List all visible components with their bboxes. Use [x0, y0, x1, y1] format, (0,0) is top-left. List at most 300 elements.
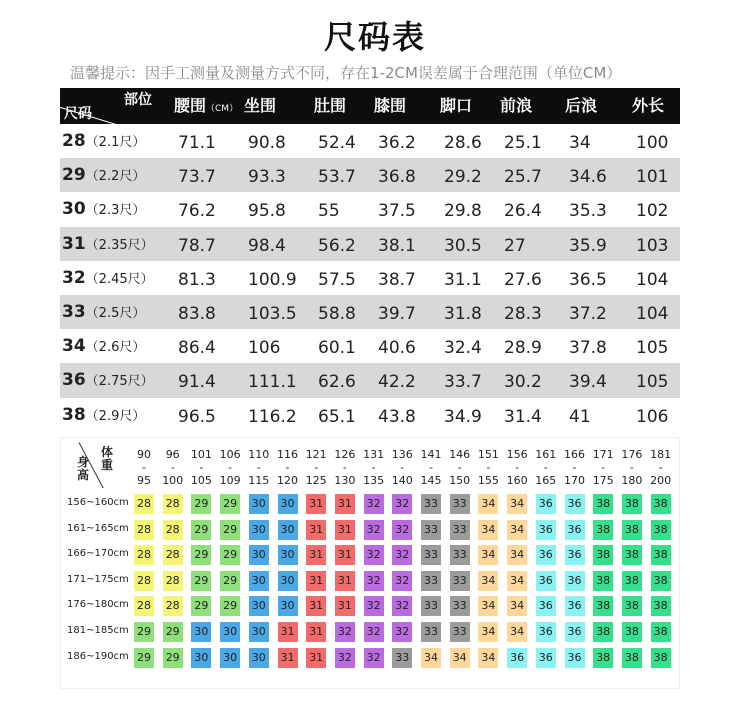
weight-range-low: 90 — [137, 448, 151, 461]
size-recommendation-cell: 29 — [163, 622, 183, 642]
measure-value: 39.4 — [569, 372, 607, 393]
size-recommendation-cell: 38 — [622, 545, 642, 565]
column-header — [374, 88, 406, 124]
weight-range-header — [160, 448, 186, 487]
size-recommendation-cell: 29 — [191, 545, 211, 565]
size-recommendation-cell: 28 — [163, 545, 183, 565]
size-chi-measure: （2.5尺） — [85, 305, 146, 321]
size-recommendation-cell: 38 — [593, 520, 613, 540]
size-chi-measure: （2.2尺） — [85, 169, 146, 185]
size-recommendation-cell: 30 — [278, 596, 298, 616]
size-recommendation-cell: 30 — [278, 520, 298, 540]
weight-range-low: 146 — [449, 448, 471, 461]
measure-value: 41 — [569, 406, 591, 427]
weight-range-high: 180 — [621, 474, 643, 487]
measure-value: 36.5 — [569, 269, 607, 290]
size-recommendation-cell: 38 — [651, 648, 671, 668]
measure-value: 37.5 — [378, 201, 416, 222]
size-recommendation-cell: 36 — [536, 571, 556, 591]
weight-range-header — [504, 448, 530, 487]
measure-value: 40.6 — [378, 338, 416, 359]
size-chi-measure: （2.45尺） — [85, 271, 154, 287]
weight-range-low: 156 — [506, 448, 528, 461]
measure-value: 34 — [569, 133, 591, 153]
size-row — [60, 261, 680, 295]
column-header-label: 脚口 — [440, 96, 473, 115]
size-table-header — [60, 88, 680, 124]
size-recommendation-cell: 31 — [306, 571, 326, 591]
weight-range-dash: - — [400, 461, 405, 474]
size-recommendation-cell: 38 — [622, 648, 642, 668]
size-recommendation-cell: 33 — [421, 622, 441, 642]
measure-value: 31.4 — [504, 406, 542, 427]
weight-range-dash: - — [457, 461, 462, 474]
weight-range-header — [246, 448, 272, 487]
size-recommendation-cell: 32 — [364, 494, 384, 514]
size-recommendation-cell: 34 — [478, 648, 498, 668]
size-label — [62, 295, 145, 329]
weight-range-header — [648, 448, 674, 487]
size-recommendation-cell: 36 — [565, 545, 585, 565]
size-chi-measure: （2.9尺） — [85, 408, 146, 424]
size-recommendation-cell: 36 — [536, 648, 556, 668]
measure-value: 56.2 — [318, 235, 356, 256]
measure-value: 93.3 — [248, 167, 286, 188]
height-range-label: 156~160cm — [67, 497, 129, 508]
measure-value: 102 — [636, 201, 669, 222]
size-recommendation-cell: 34 — [507, 596, 527, 616]
size-recommendation-cell: 38 — [593, 494, 613, 514]
measure-value: 106 — [248, 338, 281, 359]
weight-range-header — [590, 448, 616, 487]
weight-range-dash: - — [314, 461, 319, 474]
column-header — [174, 88, 238, 124]
column-header — [244, 88, 276, 124]
height-range-label: 181~185cm — [67, 625, 129, 636]
measure-value: 25.7 — [504, 167, 542, 188]
size-recommendation-cell: 32 — [392, 494, 412, 514]
size-recommendation-cell: 31 — [306, 596, 326, 616]
weight-range-low: 161 — [535, 448, 557, 461]
size-recommendation-cell: 32 — [364, 622, 384, 642]
height-range-label: 161~165cm — [67, 522, 129, 534]
size-recommendation-cell: 31 — [306, 520, 326, 540]
size-chart-table — [60, 88, 680, 432]
measure-value: 116.2 — [248, 406, 297, 427]
measure-value: 65.1 — [318, 406, 356, 427]
column-header-label: 腰围 — [174, 96, 207, 115]
measure-value: 37.8 — [569, 338, 607, 359]
size-recommendation-cell: 29 — [220, 596, 240, 616]
size-row — [60, 227, 680, 261]
weight-range-header — [131, 448, 157, 487]
size-recommendation-cell: 30 — [249, 545, 269, 565]
size-recommendation-cell: 32 — [335, 622, 355, 642]
size-recommendation-cell: 33 — [450, 571, 470, 591]
measure-value: 39.7 — [378, 303, 416, 324]
measure-value: 103.5 — [248, 303, 297, 324]
size-chi-measure: （2.75尺） — [85, 374, 154, 390]
size-recommendation-cell: 32 — [335, 648, 355, 668]
weight-range-low: 121 — [305, 448, 327, 461]
size-recommendation-cell: 34 — [507, 622, 527, 642]
height-range-label: 171~175cm — [67, 573, 129, 585]
size-recommendation-cell: 33 — [450, 596, 470, 616]
size-recommendation-cell: 31 — [306, 494, 326, 514]
measure-value: 25.1 — [504, 133, 542, 153]
column-header — [440, 88, 472, 124]
size-recommendation-cell: 31 — [335, 571, 355, 591]
size-recommendation-cell: 32 — [364, 596, 384, 616]
weight-range-dash: - — [572, 461, 577, 474]
weight-range-high: 165 — [535, 474, 557, 487]
size-recommendation-cell: 33 — [421, 545, 441, 565]
measure-value: 105 — [636, 372, 669, 393]
measure-value: 78.7 — [178, 235, 216, 256]
weight-range-dash: - — [515, 461, 520, 474]
measure-value: 37.2 — [569, 303, 607, 324]
size-recommendation-cell: 36 — [536, 622, 556, 642]
size-number: 30 — [62, 199, 86, 220]
size-recommendation-cell: 28 — [134, 494, 154, 514]
size-label — [62, 398, 145, 432]
measure-value: 76.2 — [178, 201, 216, 222]
size-number: 34 — [62, 336, 86, 357]
weight-range-low: 181 — [650, 448, 672, 461]
size-recommendation-cell: 33 — [421, 596, 441, 616]
weight-range-header — [332, 448, 358, 487]
size-recommendation-cell: 38 — [651, 494, 671, 514]
size-recommendation-cell: 34 — [478, 545, 498, 565]
weight-range-high: 140 — [391, 474, 413, 487]
measure-value: 31.1 — [444, 269, 482, 290]
size-recommendation-cell: 38 — [593, 596, 613, 616]
size-recommendation-cell: 30 — [278, 571, 298, 591]
weight-range-dash: - — [543, 461, 548, 474]
column-header-label: 肚围 — [314, 96, 347, 115]
measurement-notice: 温馨提示：因手工测量及测量方式不同，存在1-2CM误差属于合理范围（单位CM） — [70, 64, 622, 82]
size-recommendation-cell: 29 — [191, 520, 211, 540]
size-recommendation-cell: 31 — [306, 622, 326, 642]
size-recommendation-cell: 36 — [565, 648, 585, 668]
size-recommendation-cell: 32 — [392, 545, 412, 565]
measure-value: 31.8 — [444, 303, 482, 324]
size-recommendation-cell: 38 — [651, 596, 671, 616]
weight-range-dash: - — [629, 461, 634, 474]
weight-range-high: 120 — [277, 474, 298, 487]
size-recommendation-cell: 33 — [450, 520, 470, 540]
measure-value: 28.9 — [504, 338, 542, 359]
weight-range-dash: - — [342, 461, 347, 474]
size-recommendation-cell: 28 — [163, 520, 183, 540]
size-recommendation-cell: 29 — [134, 648, 154, 668]
size-recommendation-cell: 28 — [134, 520, 154, 540]
measure-value: 111.1 — [248, 372, 297, 393]
column-header-label: 后浪 — [565, 96, 598, 115]
weight-range-dash: - — [429, 461, 433, 474]
size-recommendation-cell: 31 — [335, 494, 355, 514]
measure-value: 30.2 — [504, 372, 542, 393]
measure-value: 106 — [636, 406, 669, 427]
size-recommendation-cell: 34 — [507, 494, 527, 514]
size-label — [62, 124, 145, 158]
measure-value: 34.6 — [569, 167, 607, 188]
height-weight-size-grid — [60, 437, 680, 689]
weight-range-dash: - — [486, 461, 491, 474]
height-range-label: 176~180cm — [67, 599, 129, 611]
size-recommendation-cell: 30 — [278, 545, 298, 565]
size-recommendation-cell: 30 — [249, 494, 269, 514]
weight-range-high: 160 — [506, 474, 528, 487]
size-recommendation-cell: 36 — [565, 596, 585, 616]
size-recommendation-cell: 30 — [249, 520, 269, 540]
measure-value: 36.8 — [378, 167, 416, 188]
size-recommendation-cell: 29 — [220, 520, 240, 540]
size-recommendation-cell: 29 — [191, 494, 211, 514]
weight-range-header — [562, 448, 588, 487]
corner-label-part: 部位 — [124, 92, 152, 108]
size-number: 33 — [62, 301, 86, 322]
size-recommendation-cell: 34 — [478, 494, 498, 514]
measure-value: 86.4 — [178, 338, 216, 359]
size-recommendation-cell: 33 — [392, 648, 412, 668]
weight-range-low: 136 — [391, 448, 413, 461]
measure-value: 42.2 — [378, 372, 416, 393]
header-corner-cell — [60, 88, 164, 124]
size-recommendation-cell: 38 — [651, 520, 671, 540]
size-recommendation-cell: 38 — [593, 648, 613, 668]
size-recommendation-cell: 30 — [249, 622, 269, 642]
size-recommendation-cell: 34 — [507, 520, 527, 540]
size-recommendation-cell: 36 — [507, 648, 527, 668]
weight-range-high: 105 — [190, 474, 212, 487]
size-recommendation-cell: 30 — [191, 648, 211, 668]
size-row — [60, 329, 680, 363]
size-number: 32 — [62, 267, 86, 288]
size-recommendation-cell: 31 — [335, 520, 355, 540]
size-recommendation-cell: 34 — [478, 622, 498, 642]
height-range-label: 166~170cm — [67, 548, 129, 560]
measure-value: 27 — [504, 235, 526, 256]
size-recommendation-cell: 38 — [593, 545, 613, 565]
measure-value: 27.6 — [504, 269, 542, 290]
weight-range-header — [188, 448, 214, 487]
column-header-label: 前浪 — [500, 96, 533, 115]
size-chi-measure: （2.1尺） — [85, 135, 146, 150]
column-header-label: 外长 — [632, 96, 665, 115]
size-recommendation-cell: 34 — [421, 648, 441, 668]
size-recommendation-cell: 34 — [507, 571, 527, 591]
size-recommendation-cell: 38 — [593, 571, 613, 591]
weight-range-low: 101 — [190, 448, 212, 461]
size-label — [62, 329, 145, 363]
measure-value: 62.6 — [318, 372, 356, 393]
measure-value: 96.5 — [178, 406, 216, 427]
size-recommendation-cell: 31 — [306, 648, 326, 668]
size-recommendation-cell: 32 — [364, 520, 384, 540]
weight-range-high: 130 — [334, 474, 356, 487]
size-recommendation-cell: 36 — [536, 520, 556, 540]
measure-value: 38.7 — [378, 269, 416, 290]
weight-range-high: 125 — [305, 474, 327, 487]
size-recommendation-cell: 29 — [220, 545, 240, 565]
page-title: 尺码表 — [323, 18, 426, 56]
measure-value: 91.4 — [178, 372, 216, 393]
size-recommendation-cell: 30 — [191, 622, 211, 642]
grid-corner-weight-label: 体重 — [101, 445, 114, 472]
size-recommendation-cell: 34 — [478, 596, 498, 616]
size-number: 28 — [62, 131, 86, 151]
size-recommendation-cell: 30 — [220, 648, 240, 668]
measure-value: 103 — [636, 235, 669, 256]
size-recommendation-cell: 36 — [565, 520, 585, 540]
size-recommendation-cell: 28 — [163, 596, 183, 616]
size-label — [62, 227, 154, 261]
weight-range-high: 200 — [650, 474, 672, 487]
weight-range-high: 155 — [477, 474, 499, 487]
weight-range-header — [418, 448, 444, 487]
weight-range-high: 135 — [363, 474, 385, 487]
weight-range-high: 115 — [248, 474, 270, 487]
size-recommendation-cell: 29 — [191, 596, 211, 616]
measure-value: 98.4 — [248, 235, 286, 256]
measure-value: 38.1 — [378, 235, 416, 256]
size-label — [62, 192, 145, 226]
weight-range-high: 109 — [219, 474, 241, 487]
size-row — [60, 363, 680, 397]
measure-value: 29.8 — [444, 201, 482, 222]
size-recommendation-cell: 32 — [392, 520, 412, 540]
measure-value: 35.9 — [569, 235, 607, 256]
size-label — [62, 261, 154, 295]
size-recommendation-cell: 34 — [478, 520, 498, 540]
size-recommendation-cell: 32 — [364, 648, 384, 668]
weight-range-low: 116 — [277, 448, 298, 461]
measure-value: 60.1 — [318, 338, 356, 359]
weight-range-high: 175 — [592, 474, 614, 487]
weight-range-header — [533, 448, 559, 487]
weight-range-high: 95 — [137, 474, 151, 487]
measure-value: 28.6 — [444, 133, 482, 153]
column-header-unit: （CM） — [206, 104, 239, 114]
size-recommendation-cell: 30 — [220, 622, 240, 642]
measure-value: 35.3 — [569, 201, 607, 222]
size-recommendation-cell: 33 — [450, 494, 470, 514]
weight-range-header — [217, 448, 243, 487]
size-recommendation-cell: 38 — [622, 520, 642, 540]
size-recommendation-cell: 36 — [536, 494, 556, 514]
size-recommendation-cell: 32 — [392, 571, 412, 591]
size-recommendation-cell: 36 — [536, 596, 556, 616]
size-recommendation-cell: 31 — [278, 648, 298, 668]
size-recommendation-cell: 38 — [651, 571, 671, 591]
weight-range-low: 171 — [592, 448, 614, 461]
weight-range-dash: - — [170, 461, 175, 474]
size-recommendation-cell: 30 — [249, 596, 269, 616]
height-range-label: 186~190cm — [67, 650, 129, 662]
size-recommendation-cell: 38 — [593, 622, 613, 642]
column-header — [632, 88, 664, 124]
size-recommendation-cell: 28 — [163, 494, 183, 514]
size-recommendation-cell: 28 — [134, 571, 154, 591]
column-header — [565, 88, 597, 124]
size-recommendation-cell: 30 — [249, 571, 269, 591]
size-recommendation-cell: 33 — [450, 545, 470, 565]
size-recommendation-cell: 33 — [421, 571, 441, 591]
measure-value: 73.7 — [178, 167, 216, 188]
size-recommendation-cell: 32 — [392, 596, 412, 616]
size-chi-measure: （2.3尺） — [85, 203, 146, 219]
size-recommendation-cell: 29 — [220, 494, 240, 514]
size-recommendation-cell: 38 — [651, 545, 671, 565]
column-header-label: 膝围 — [374, 96, 407, 115]
measure-value: 26.4 — [504, 201, 542, 222]
weight-range-high: 145 — [420, 474, 442, 487]
weight-range-low: 176 — [621, 448, 643, 461]
size-recommendation-cell: 31 — [278, 622, 298, 642]
size-recommendation-cell: 28 — [163, 571, 183, 591]
measure-value: 33.7 — [444, 372, 482, 393]
measure-value: 95.8 — [248, 201, 286, 222]
weight-range-low: 141 — [420, 448, 442, 461]
size-recommendation-cell: 30 — [278, 494, 298, 514]
weight-range-header — [275, 448, 301, 487]
weight-range-high: 170 — [564, 474, 585, 487]
size-recommendation-cell: 36 — [565, 622, 585, 642]
corner-label-size: 尺码 — [64, 106, 92, 122]
measure-value: 71.1 — [178, 133, 216, 153]
size-chi-measure: （2.6尺） — [85, 340, 146, 356]
weight-range-dash: - — [142, 461, 146, 474]
size-number: 31 — [62, 233, 86, 254]
measure-value: 29.2 — [444, 167, 482, 188]
measure-value: 90.8 — [248, 133, 286, 153]
size-recommendation-cell: 34 — [478, 571, 498, 591]
size-recommendation-cell: 32 — [364, 571, 384, 591]
measure-value: 83.8 — [178, 303, 216, 324]
size-row — [60, 295, 680, 329]
measure-value: 100.9 — [248, 269, 297, 290]
size-recommendation-cell: 34 — [507, 545, 527, 565]
size-chi-measure: （2.35尺） — [85, 237, 154, 253]
size-recommendation-cell: 29 — [191, 571, 211, 591]
size-recommendation-cell: 33 — [421, 494, 441, 514]
measure-value: 81.3 — [178, 269, 216, 290]
measure-value: 104 — [636, 303, 669, 324]
grid-corner-height-label: 身高 — [77, 455, 90, 482]
measure-value: 100 — [636, 133, 669, 153]
measure-value: 34.9 — [444, 406, 482, 427]
size-recommendation-cell: 36 — [536, 545, 556, 565]
weight-range-dash: - — [285, 461, 290, 474]
size-recommendation-cell: 29 — [134, 622, 154, 642]
size-recommendation-cell: 32 — [364, 545, 384, 565]
weight-range-header — [361, 448, 387, 487]
measure-value: 105 — [636, 338, 669, 359]
weight-range-dash: - — [601, 461, 606, 474]
weight-range-dash: - — [228, 461, 233, 474]
size-recommendation-cell: 30 — [249, 648, 269, 668]
size-row — [60, 398, 680, 432]
measure-value: 52.4 — [318, 133, 356, 153]
weight-range-low: 166 — [564, 448, 585, 461]
size-label — [62, 363, 154, 397]
size-recommendation-cell: 38 — [622, 622, 642, 642]
measure-value: 30.5 — [444, 235, 482, 256]
size-recommendation-cell: 33 — [421, 520, 441, 540]
weight-range-dash: - — [658, 461, 663, 474]
column-header — [500, 88, 532, 124]
